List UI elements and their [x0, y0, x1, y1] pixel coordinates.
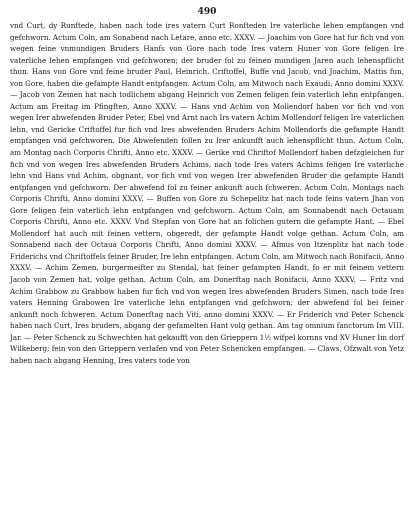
page-number: 490 — [197, 7, 217, 17]
body-text: vnd Curt, dy Runftede, haben nach tode ires vatern Curt Ronfteden Ire vaterliche lehen empfangen vnd gefchworn. Actum Coln, am Sonabend nach Letare, anno etc. XXXV. — Joachim von Gore hat fur fich vnd von wegen feine vnmundigen Bruders Hanfs von Gore nach tode Ires vatern Huner von Gore feligen Ire vaterliche lehen empfangen vnd gefchworen; der bruder fol zu feinen mundigen Jaren auch lehenspflicht thun. Hans von Gore vnd feine bruder Paul, Heinrich, Criftoffel, Buffe vnd Jacob, vnd Joachim, Mattis fun, von Gore, haben die gefampte Handt entpfangen. Actum Coln, am Mitwoch nach Exaudi, Anno domini XXXV. — Jacob von Zemen hat nach todlichem abgang Heinrich von Zemen feligen fein vaterlich lehn entpfangen. Actum am Freitag im Pfingften, Anno XXXV. — Hans vnd Achim von Mollendorf haben vor fich vnd von wegen Irer abwefenden Bruder Peter, Ebel vnd Arnt nach Irs vatern Achim Mollendorf feligen Ire vaterlichen lehn, vnd Gericke Criftoffel fur fich vnd Ires abwefenden Bruders Achim Mollendorfs die gefampte Handt empfangen vnd gefchworen. Die Abwefenden follen zu Irer ankunfft auch lehenspflicht thun. Actum Coln, am Montag nach Corporis Chrifti, Anno etc. XXXV. — Gerike vnd Chriftof Mollendorf haben defzgleichen fur fich vnd von wegen Ires abwefenden Bruders Achims, nach tode Ires vaters Achims feligen Ire vaterliche lehn vnd Hans vnd Achim, obgnant, vor fich vnd von wegen Irer abwefenden Bruder die gefampte Handt entpfangen vnd gefchworn. Der abwefend fol zu feiner ankunft auch fchweren. Actum Coln, Montags nach Corporis Chrifti, Anno domini XXXV. — Buffen von Gore zu Schepelitz hat nach tode feins vatern Jhan von Gore feligen fein vaterlich lehn entpfangen vnd gefchworn. Actum Coln, am Sonnabendt nach Octauam Corporis Chrifti, Anno etc. XXXV. Vnd Stepfan von Gore hat an folichen gutern die gefampte Hant. — Ebel Mollendorf hat auch mit feinen vettern, obgeredt, der gefampte Handt volge gethan. Actum Coln, am Sonnabend nach der Octaua Corporis Chrifti, Anno domini XXXV. — Afmus von Itzenplitz hat nach tode Friderichs vnd Chriftoffels feiner Bruder, Ire lehn entpfangen. Actum Coln, am Mitwoch nach Bonifacii, Anno XXXV. — Achim Zemen, burgermeifter zu Stendal, hat feiner gefampten Handt, fo er mit feinem vettern Jacob von Zemen hat, volge gethan. Actum Coln, am Donerftag nach Bonifacii, Anno XXXV. — Fritz vnd Achim Grabbow zu Grabbow haben fur fich vnd von wegen Ires abwefenden Bruders Simen, nach tode Ires vaters Henning Grabowen Ire vaterliche lehn entpfangen vnd gefchworn; der abwefend fol bei feiner ankunft noch fchweren. Actum Donerftag nach Viti, anno domini XXXV. — Er Friderich vnd Peter Schenck haben nach Curt, Ires bruders, abgang der gefamelten Hant volg gethan. Am tag omnium fanctorum Im VIII. Jar. — Peter Schenck zu Schwechten hat gekaufft von den Grieppern 1½ wifpel kornns vnd XV Huner Im dorf Wilkeberg; fein von den Grieppern verlafen vnd von Peter Schencken empfangen. — Claws, Ofzwalt von Yetz haben nach abgang Henning, Ires vaters tode von — [10, 21, 404, 365]
